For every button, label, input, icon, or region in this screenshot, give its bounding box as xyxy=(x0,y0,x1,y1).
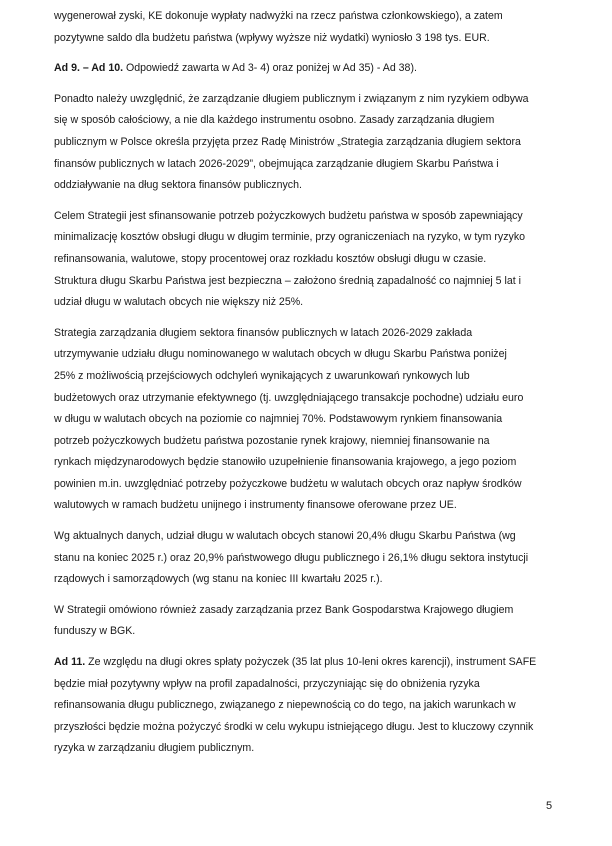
text-line: będzie miał pozytywny wpływ na profil zapadalności, przyczyniając się do obniżenia ryzyka xyxy=(54,677,480,690)
text-line: udział długu w walutach obcych nie większy niż 25%. xyxy=(54,296,304,309)
text-line: refinansowania, walutowe, stopy procentowej oraz rozkładu kosztów obsługi długu w czasie. xyxy=(54,252,487,265)
text-line: rządowych i samorządowych (wg stanu na koniec III kwartału 2025 r.). xyxy=(54,573,383,586)
section-heading: Ad 9. – Ad 10. xyxy=(54,62,124,75)
text-line: budżetowych oraz utrzymanie efektywnego (tj. uwzględniającego transakcje pochodne) udziału euro xyxy=(54,391,524,404)
text-line: się w sposób całościowy, a nie dla każdego instrumentu osobno. Zasady zarządzania długiem xyxy=(54,114,495,127)
paragraph-budget-balance xyxy=(54,6,566,49)
text-line xyxy=(54,652,566,674)
text-line: pozytywne saldo dla budżetu państwa (wpływy wyższe niż wydatki) wyniosło 3 198 tys. EUR. xyxy=(54,31,490,44)
paragraph-debt-management xyxy=(54,89,566,197)
text-line: utrzymywanie udziału długu nominowanego w walutach obcych w długu Skarbu Państwa poniżej xyxy=(54,348,507,361)
text-line: funduszy w BGK. xyxy=(54,625,136,638)
text-line: Strategia zarządzania długiem sektora finansów publicznych w latach 2026-2029 zakłada xyxy=(54,326,473,339)
paragraph-ad9-ad10 xyxy=(54,58,566,80)
paragraph-bgk xyxy=(54,600,566,643)
section-heading: Ad 11. xyxy=(54,656,86,669)
text-line: minimalizację kosztów obsługi długu w długim terminie, przy ograniczeniach na ryzyko, w tym ryzyko xyxy=(54,231,526,244)
text-line: potrzeb pożyczkowych budżetu państwa pozostanie rynek krajowy, niemniej finansowanie na xyxy=(54,434,490,447)
text-line: W Strategii omówiono również zasady zarządzania przez Bank Gospodarstwa Krajowego długiem xyxy=(54,603,514,616)
text-line: powinien m.in. uwzględniać potrzeby pożyczkowe budżetu w walutach obcych oraz napływ środków xyxy=(54,477,522,490)
text-line: ryzyka w zarządzaniu długiem publicznym. xyxy=(54,742,255,755)
text-line: finansów publicznych w latach 2026-2029”, obejmująca zarządzanie długiem Skarbu Państwa i xyxy=(54,157,499,170)
text-line: Ponadto należy uwzględnić, że zarządzanie długiem publicznym i związanym z nim ryzykiem odbywa xyxy=(54,92,529,105)
text-line: Struktura długu Skarbu Państwa jest bezpieczna – założono średnią zapadalność co najmniej 5 lat i xyxy=(54,274,521,287)
document-body xyxy=(54,6,566,769)
text-line: wygenerował zyski, KE dokonuje wypłaty nadwyżki na rzecz państwa członkowskiego), a zatem xyxy=(54,10,503,22)
text-line: stanu na koniec 2025 r.) oraz 20,9% państwowego długu publicznego i 26,1% długu sektora instytucji xyxy=(54,551,529,564)
section-text: Ze względu na długi okres spłaty pożyczek (35 lat plus 10-leni okres karencji), instrument SAFE xyxy=(85,656,537,669)
text-line xyxy=(54,58,566,80)
text-line: w długu w walutach obcych na poziomie co najmniej 70%. Podstawowym rynkiem finansowania xyxy=(54,413,503,426)
text-line: rynkach międzynarodowych będzie stanowiło uzupełnienie finansowania krajowego, a jego poziom xyxy=(54,456,517,469)
paragraph-current-data xyxy=(54,526,566,591)
section-text: Odpowiedź zawarta w Ad 3- 4) oraz poniżej w Ad 35) - Ad 38). xyxy=(123,62,417,75)
text-line: walutowych w ramach budżetu unijnego i instrumenty finansowe oferowane przez UE. xyxy=(54,499,457,512)
paragraph-ad11 xyxy=(54,652,566,760)
page-number: 5 xyxy=(546,800,553,812)
text-line: przyszłości będzie można pożyczyć środki w celu wykupu istniejącego długu. Jest to kluczowy czynnik xyxy=(54,720,534,733)
paragraph-strategy-assumptions xyxy=(54,323,566,517)
text-line: oddziaływanie na dług sektora finansów publicznych. xyxy=(54,179,302,192)
text-line: publicznym w Polsce określa przyjęta przez Radę Ministrów „Strategia zarządzania długiem sektora xyxy=(54,135,521,148)
text-line: Wg aktualnych danych, udział długu w walutach obcych stanowi 20,4% długu Skarbu Państwa (wg xyxy=(54,530,516,543)
text-line: refinansowania długu publicznego, związanego z niepewnością co do tego, na jakich warunkach w xyxy=(54,699,516,712)
paragraph-strategy-goal xyxy=(54,206,566,314)
text-line: 25% z możliwością przejściowych odchyleń wynikających z uwarunkowań rynkowych lub xyxy=(54,369,470,382)
text-line: Celem Strategii jest sfinansowanie potrzeb pożyczkowych budżetu państwa w sposób zapewniający xyxy=(54,209,523,222)
